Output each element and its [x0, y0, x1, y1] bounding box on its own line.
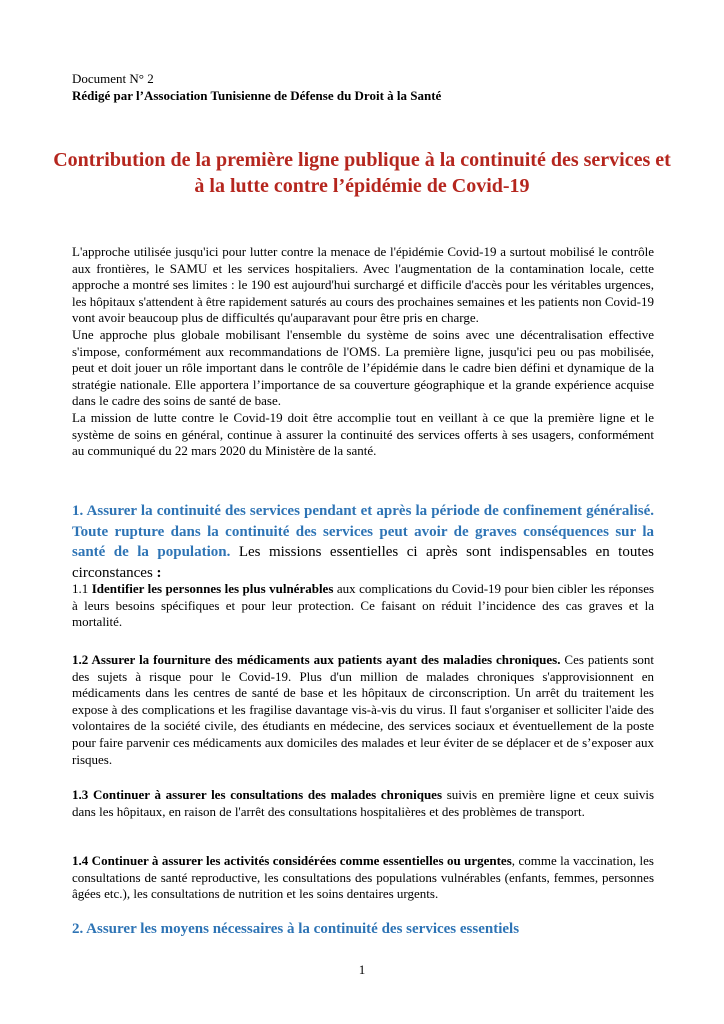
subsection-1-1-number: 1.1 — [72, 581, 92, 596]
document-author: Rédigé par l’Association Tunisienne de Défense du Droit à la Santé — [72, 88, 442, 103]
subsection-1-4-paragraph — [72, 853, 654, 903]
subsection-1-2-heading: 1.2 Assurer la fourniture des médicaments aux patients ayant des maladies chroniques. — [72, 652, 561, 667]
section-1-paragraph — [72, 501, 654, 583]
section-1-heading: 1. Assurer la continuité des services pendant et après la période de confinement généralisé. Toute rupture dans la continuité des services peut avoir de graves conséquences sur la santé de la population. — [72, 503, 654, 560]
subsection-1-3 — [72, 787, 654, 820]
intro-paragraph-2: Une approche plus globale mobilisant l'ensemble du système de soins avec une décentralisation effective s'impose, conformément aux recommandations de l'OMS. La première ligne, jusqu'ici peu ou pas mobilisée, peut et doit jouer un rôle important dans le contrôle de l’épidémie dans le cadre bien défini et dynamique de la stratégie nationale. Elle apportera l’importance de sa couverture géographique et la grande expérience acquise dans le cadre des soins de santé de base. — [72, 326, 654, 409]
subsection-1-2-text: Ces patients sont des sujets à risque pour le Covid-19. Plus d'un million de malades chroniques s'approvisionnent en médicaments dans les centres de santé de base et les hôpitaux de circonscription. Un arrêt du traitement les expose à des complications et les fragilise davantage vis-à-vis du virus. Il faut s'organiser et solliciter l'aide des volontaires de la société civile, des étudiants en médecine, des services sociaux et éventuellement de la poste pour faire parvenir ces médicaments aux domiciles des malades et leur éviter de se déplacer et de s’exposer aux risques. — [72, 652, 654, 767]
page-number: 1 — [358, 962, 366, 977]
subsection-1-1 — [72, 581, 654, 631]
subsection-1-1-text: aux complications du Covid-19 pour bien cibler les réponses à leurs besoins spécifiques et pour leur protection. Ce faisant on réduit l’incidence des cas graves et la mortalité. — [72, 581, 655, 630]
subsection-1-3-text: suivis en première ligne et ceux suivis dans les hôpitaux, en raison de l'arrêt des consultations hospitalières et des problèmes de transport. — [72, 787, 654, 819]
document-number: Document N° 2 — [72, 71, 154, 86]
subsection-1-3-heading: 1.3 Continuer à assurer les consultations des malades chroniques — [72, 787, 443, 802]
subsection-1-1-paragraph — [72, 581, 654, 631]
subsection-1-3-paragraph — [72, 787, 654, 820]
section-1 — [72, 501, 654, 583]
section-1-intro-text: Les missions essentielles ci après sont indispensables en toutes circonstances — [72, 544, 654, 581]
subsection-1-2 — [72, 652, 654, 768]
subsection-1-2-paragraph — [72, 652, 654, 768]
subsection-1-4 — [72, 853, 654, 903]
subsection-1-1-heading: Identifier les personnes les plus vulnérables — [91, 581, 334, 596]
intro-section — [72, 244, 654, 460]
document-title: Contribution de la première ligne publique à la continuité des services et à la lutte contre l’épidémie de Covid-19 — [53, 149, 671, 197]
subsection-1-4-text: , comme la vaccination, les consultations de santé reproductive, les consultations des populations vulnérables (enfants, femmes, personnes âgées etc.), les consultations de nutrition et les soins dentaires urgents. — [72, 853, 654, 902]
document-header — [72, 70, 441, 104]
intro-paragraph-3: La mission de lutte contre le Covid-19 doit être accomplie tout en veillant à ce que la première ligne et le système de soins en général, continue à assurer la continuité des services offerts à ses usagers, conformément au communiqué du 22 mars 2020 du Ministère de la santé. — [72, 409, 654, 459]
section-2-heading: 2. Assurer les moyens nécessaires à la continuité des services essentiels — [72, 921, 520, 937]
subsection-1-4-heading: 1.4 Continuer à assurer les activités considérées comme essentielles ou urgentes — [72, 853, 512, 868]
section-1-colon: : — [156, 564, 162, 581]
intro-paragraph-1: L'approche utilisée jusqu'ici pour lutter contre la menace de l'épidémie Covid-19 a surtout mobilisé le contrôle aux frontières, le SAMU et les services hospitaliers. Avec l'augmentation de la contamination locale, cette approche a montré ses limites : le 190 est aujourd'hui surchargé et difficile d'accès pour les véritables urgences, les hôpitaux s'attendent à être rapidement saturés au cours des prochaines semaines et les patients non Covid-19 vont avoir beaucoup plus de difficultés qu'auparavant pour être pris en charge. — [72, 244, 654, 326]
